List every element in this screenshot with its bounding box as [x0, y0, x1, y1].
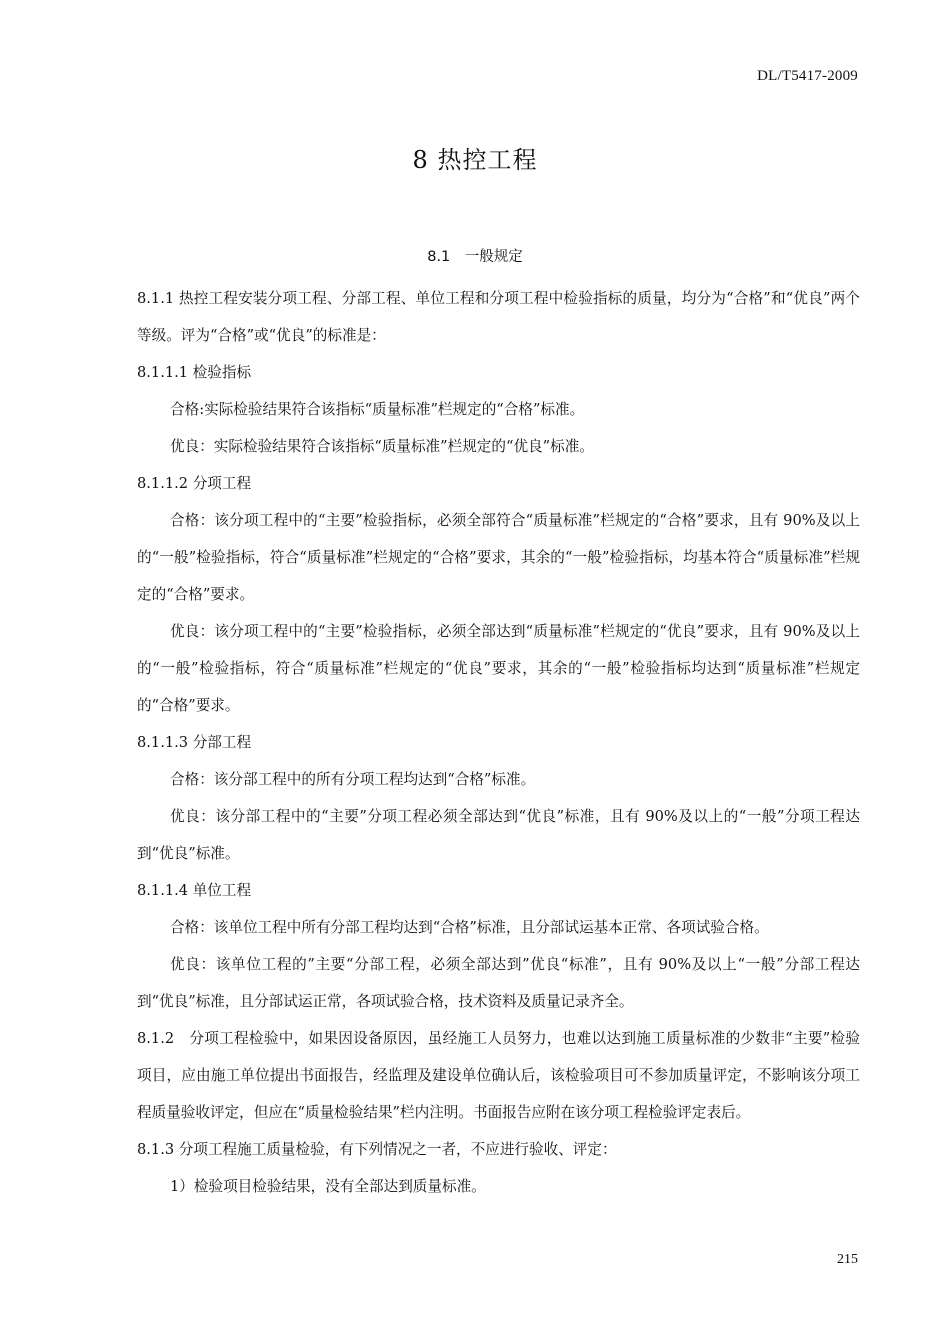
page-number: 215 [837, 1252, 858, 1267]
clause-8-1-1-1-heading: 8.1.1.1 检验指标 [137, 364, 252, 381]
unit-pass: 合格：该单位工程中所有分部工程均达到“合格”标准，且分部试运基本正常、各项试验合格。 [170, 919, 769, 936]
sub-item-excellent: 优良：该分项工程中的“主要”检验指标，必须全部达到“质量标准”栏规定的“优良”要求，且有 90%及以上的“一般”检验指标，符合“质量标准”栏规定的“优良”要求，其余的“一般”检验指标均达到“质量标准”栏规定的“合格”要求。 [137, 623, 860, 714]
clause-8-1-2: 8.1.2 分项工程检验中，如果因设备原因，虽经施工人员努力，也难以达到施工质量标准的少数非“主要”检验项目，应由施工单位提出书面报告，经监理及建设单位确认后，该检验项目可不参加质量评定，不影响该分项工程质量验收评定，但应在“质量检验结果”栏内注明。书面报告应附在该分项工程检验评定表后。 [137, 1030, 860, 1121]
clause-8-1-1-3-heading: 8.1.1.3 分部工程 [137, 734, 252, 751]
clause-8-1-1-2-heading: 8.1.1.2 分项工程 [137, 475, 252, 492]
division-pass: 合格：该分部工程中的所有分项工程均达到“合格”标准。 [170, 771, 536, 788]
clause-8-1-1-4-heading: 8.1.1.4 单位工程 [137, 882, 252, 899]
section-title: 8.1 一般规定 [427, 249, 523, 265]
chapter-title: 8 热控工程 [412, 146, 538, 174]
clause-8-1-3-item-1: 1）检验项目检验结果，没有全部达到质量标准。 [170, 1178, 486, 1195]
document-body [137, 280, 860, 1205]
division-excellent: 优良：该分部工程中的“主要”分项工程必须全部达到“优良”标准，且有 90%及以上的“一般”分项工程达到“优良”标准。 [137, 808, 860, 862]
clause-8-1-1: 8.1.1 热控工程安装分项工程、分部工程、单位工程和分项工程中检验指标的质量，均分为“合格”和“优良”两个等级。评为“合格”或“优良”的标准是： [137, 290, 860, 344]
inspection-index-excellent: 优良：实际检验结果符合该指标“质量标准”栏规定的“优良”标准。 [170, 438, 594, 455]
clause-8-1-3: 8.1.3 分项工程施工质量检验，有下列情况之一者，不应进行验收、评定： [137, 1141, 617, 1158]
standard-code: DL/T5417-2009 [757, 68, 858, 84]
unit-excellent: 优良：该单位工程的”主要“分部工程，必须全部达到”优良“标准”，且有 90%及以上“一般”分部工程达到“优良”标准，且分部试运正常，各项试验合格，技术资料及质量记录齐全。 [137, 956, 860, 1010]
inspection-index-pass: 合格:实际检验结果符合该指标“质量标准”栏规定的“合格”标准。 [170, 401, 585, 418]
sub-item-pass: 合格：该分项工程中的“主要”检验指标，必须全部符合“质量标准”栏规定的“合格”要求，且有 90%及以上的“一般”检验指标，符合“质量标准”栏规定的“合格”要求，其余的“一般”检验指标，均基本符合“质量标准”栏规定的“合格”要求。 [137, 512, 860, 603]
